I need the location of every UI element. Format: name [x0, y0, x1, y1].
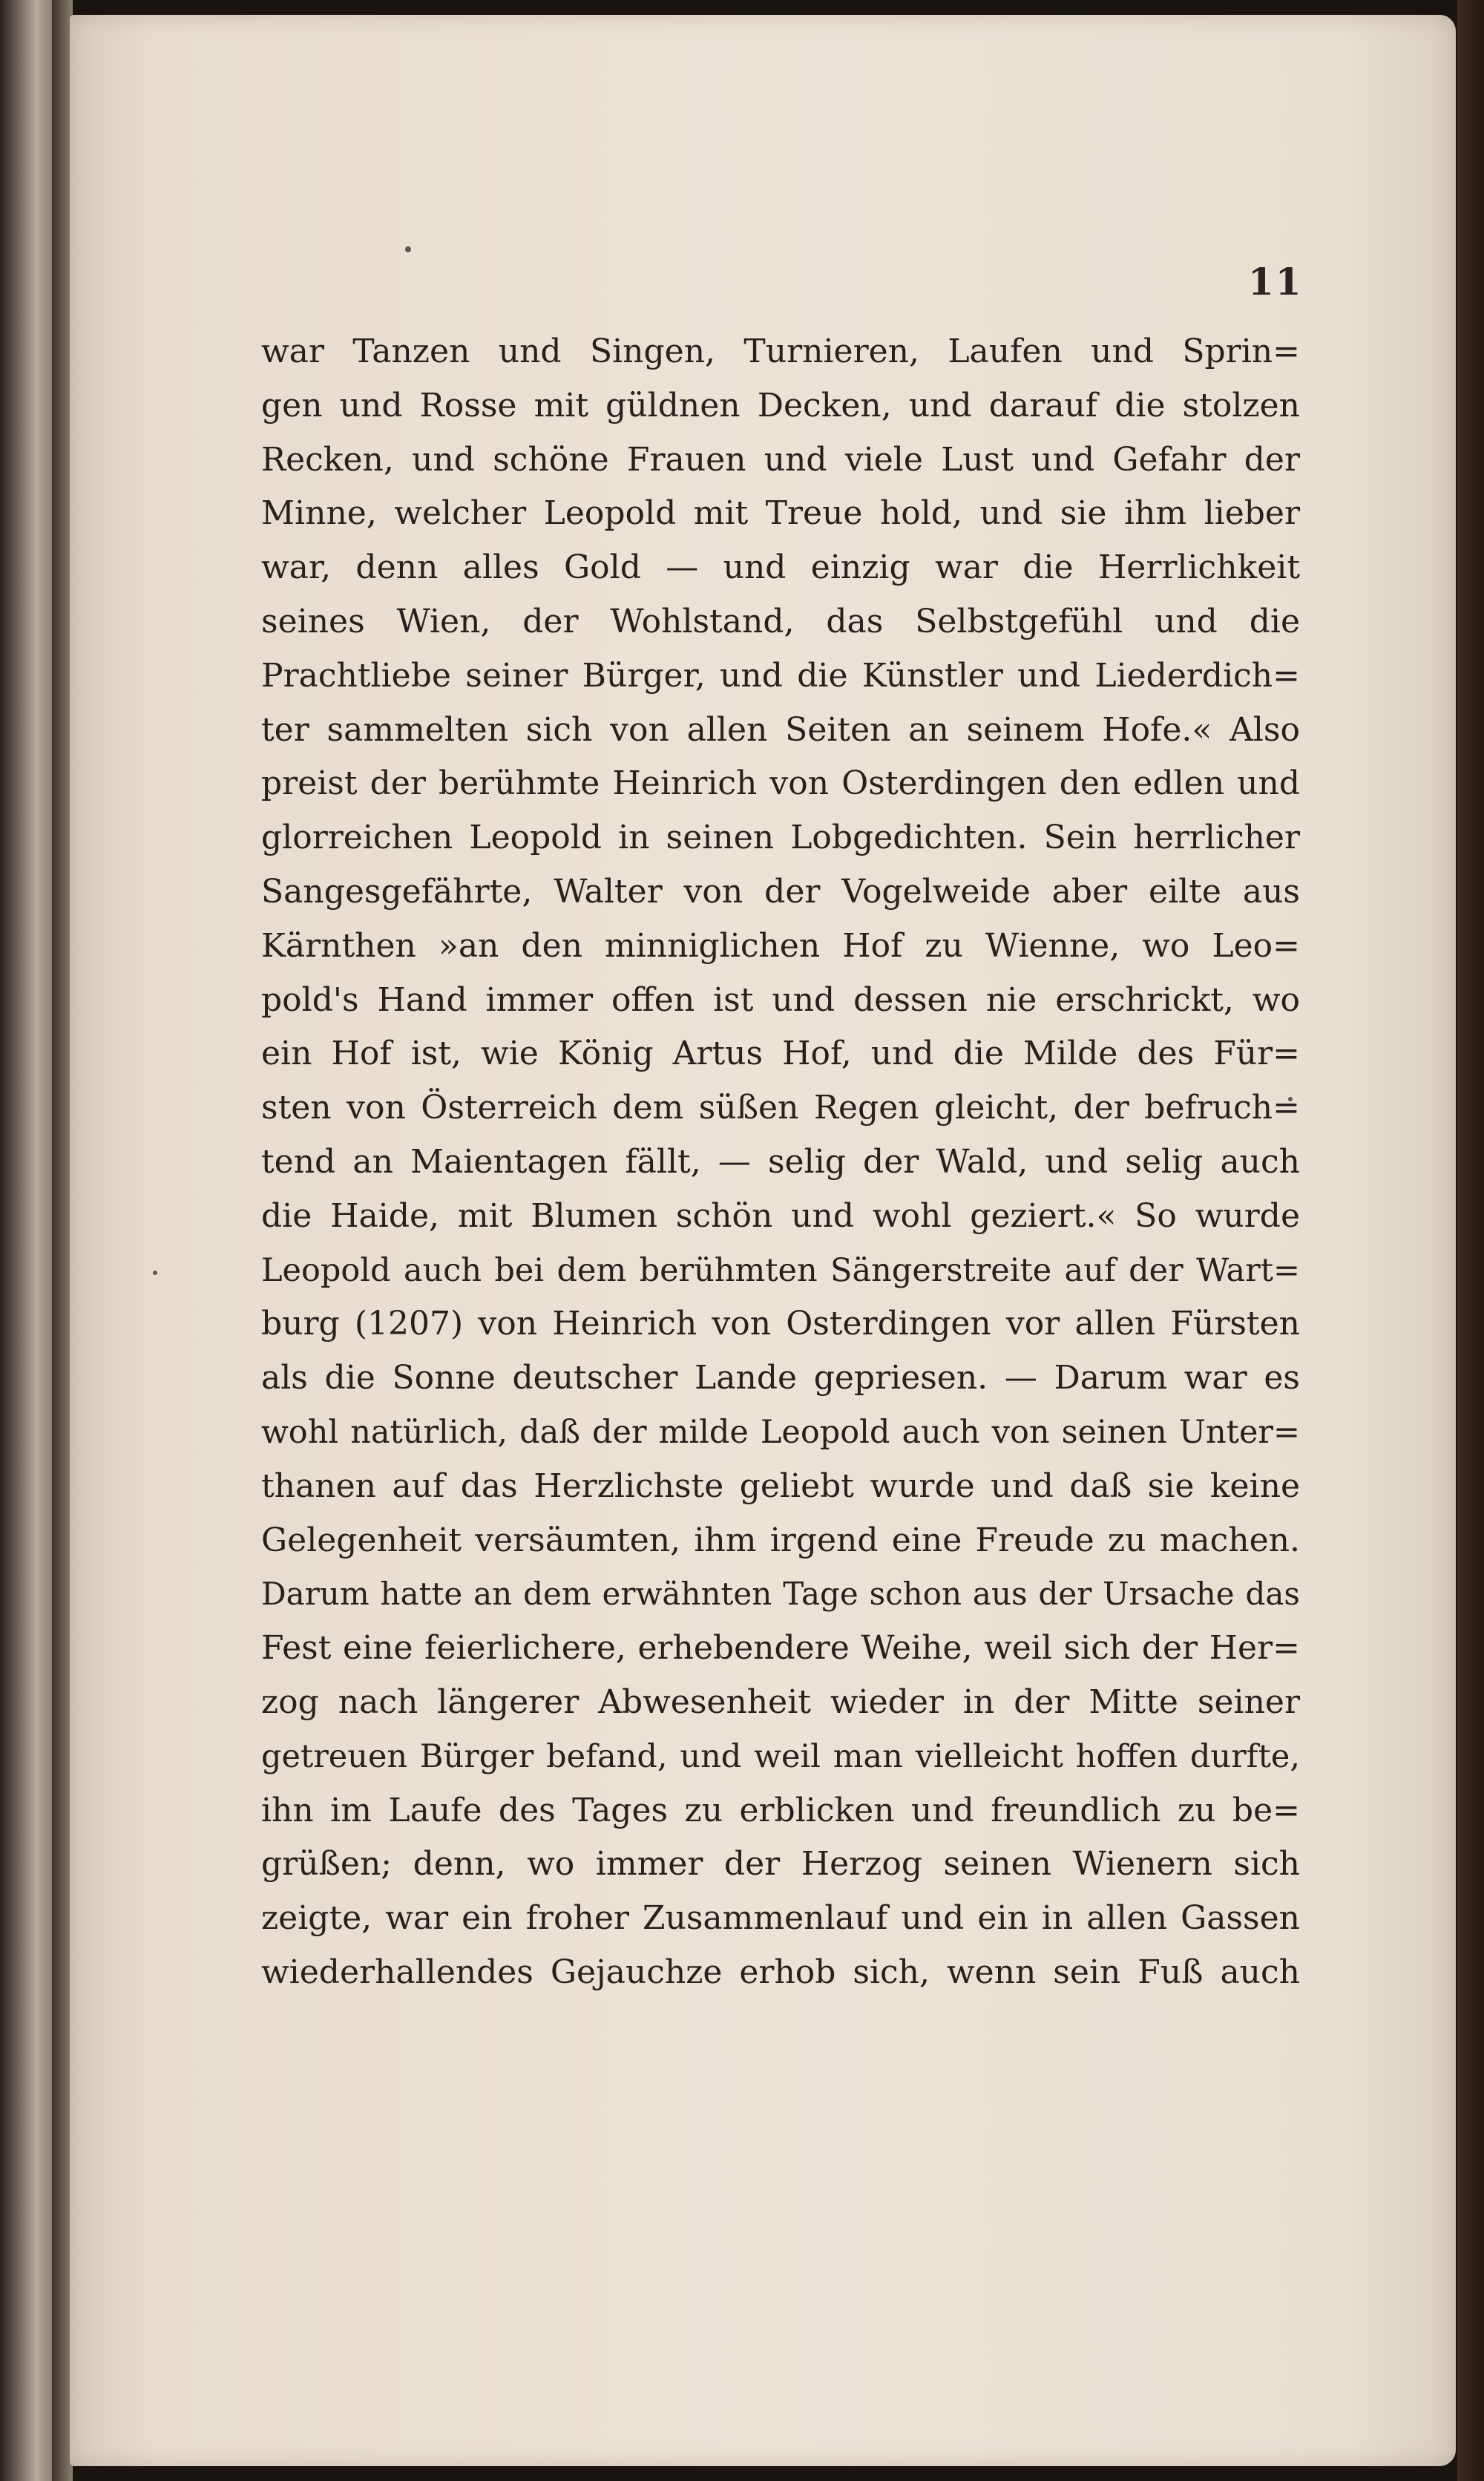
text-line: seines Wien, der Wohlstand, das Selbstgefühl und die — [261, 602, 1300, 640]
text-line: Leopold auch bei dem berühmten Sängerstreite auf der Wart= — [261, 1251, 1300, 1289]
text-line: gen und Rosse mit güldnen Decken, und darauf die stolzen — [261, 386, 1300, 425]
text-line: Sangesgefährte, Walter von der Vogelweide aber eilte aus — [261, 872, 1300, 911]
text-line: Gelegenheit versäumten, ihm irgend eine Freude zu machen. — [261, 1521, 1300, 1559]
text-line: zeigte, war ein froher Zusammenlauf und ein in allen Gassen — [261, 1899, 1300, 1938]
stray-ink-dot — [405, 246, 411, 252]
text-line: preist der berühmte Heinrich von Osterdingen den edlen und — [261, 764, 1300, 803]
body-text — [261, 325, 1300, 2000]
text-line: getreuen Bürger befand, und weil man vielleicht hoffen durfte, — [261, 1737, 1300, 1775]
book-cover-edge — [1457, 0, 1484, 2481]
text-line: Recken, und schöne Frauen und viele Lust und Gefahr der — [261, 440, 1300, 479]
text-line: grüßen; denn, wo immer der Herzog seinen Wienern sich — [261, 1845, 1300, 1884]
text-line: pold's Hand immer offen ist und dessen nie erschrickt, wo — [261, 980, 1300, 1019]
text-line: die Haide, mit Blumen schön und wohl geziert.« So wurde — [261, 1196, 1300, 1235]
text-line: thanen auf das Herzlichste geliebt wurde und daß sie keine — [261, 1466, 1300, 1505]
text-line: als die Sonne deutscher Lande gepriesen. — Darum war es — [261, 1359, 1300, 1397]
text-line: Prachtliebe seiner Bürger, und die Künstler und Liederdich= — [261, 656, 1300, 695]
text-line: wiederhallendes Gejauchze erhob sich, wenn sein Fuß auch — [261, 1953, 1300, 1991]
book-page — [70, 15, 1456, 2466]
text-line: ein Hof ist, wie König Artus Hof, und die Milde des Für= — [261, 1035, 1300, 1073]
text-line: war, denn alles Gold — und einzig war die Herrlichkeit — [261, 548, 1300, 587]
page-number: 11 — [1248, 260, 1303, 304]
text-line: sten von Österreich dem süßen Regen gleicht, der befruch= — [261, 1089, 1300, 1127]
text-line: ihn im Laufe des Tages zu erblicken und freundlich zu be= — [261, 1791, 1300, 1829]
text-line: zog nach längerer Abwesenheit wieder in der Mitte seiner — [261, 1682, 1300, 1721]
text-line: tend an Maientagen fällt, — selig der Wald, und selig auch — [261, 1142, 1300, 1181]
text-line: glorreichen Leopold in seinen Lobgedichten. Sein herrlicher — [261, 819, 1300, 857]
text-line: ter sammelten sich von allen Seiten an seinem Hofe.« Also — [261, 710, 1300, 749]
text-line: wohl natürlich, daß der milde Leopold auch von seinen Unter= — [261, 1413, 1300, 1451]
text-line: Darum hatte an dem erwähnten Tage schon aus der Ursache das — [261, 1576, 1300, 1613]
text-line: burg (1207) von Heinrich von Osterdingen vor allen Fürsten — [261, 1305, 1300, 1343]
text-line: Kärnthen »an den minniglichen Hof zu Wienne, wo Leo= — [261, 926, 1300, 965]
text-line: war Tanzen und Singen, Turnieren, Laufen und Sprin= — [261, 332, 1300, 370]
text-line: Minne, welcher Leopold mit Treue hold, und sie ihm lieber — [261, 494, 1300, 533]
stray-ink-dot — [153, 1271, 157, 1275]
text-line: Fest eine feierlichere, erhebendere Weihe, weil sich der Her= — [261, 1629, 1300, 1668]
left-page-edge — [0, 0, 52, 2481]
